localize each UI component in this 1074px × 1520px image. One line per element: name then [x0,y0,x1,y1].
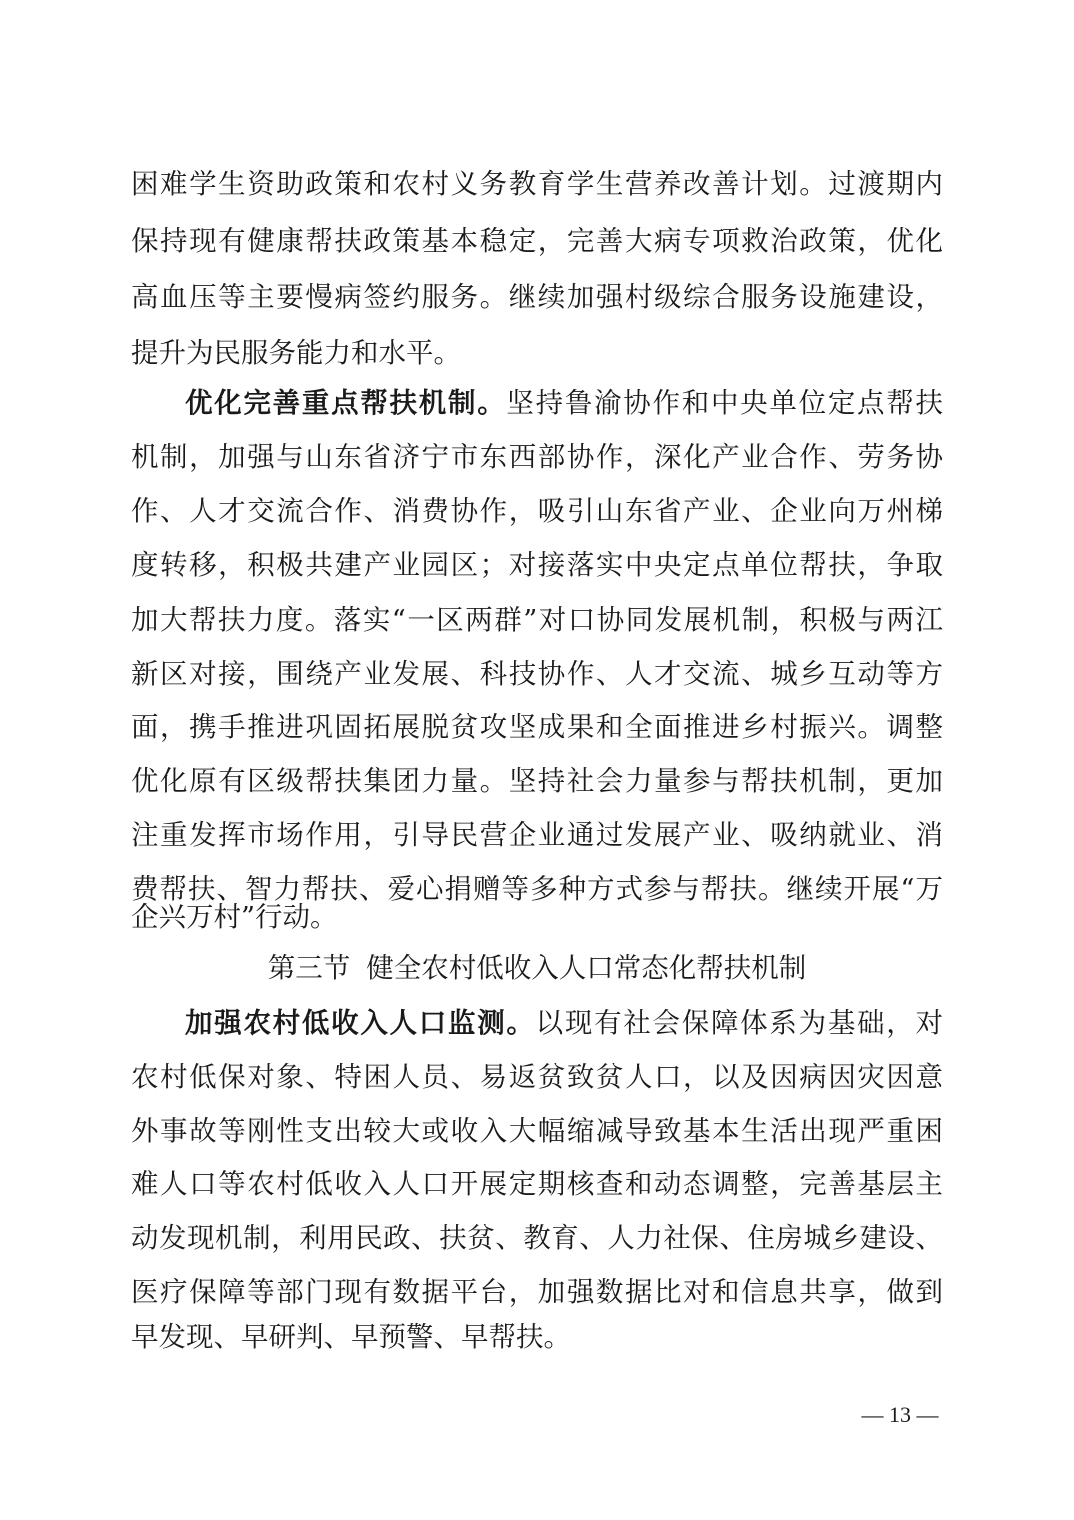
paragraph-2-line-1 [185,383,943,423]
section-title: 健全农村低收入人口常态化帮扶机制 [366,952,807,984]
paragraph-3-line-7: 早发现、早研判、早预警、早帮扶。 [131,1321,571,1353]
paragraph-2-line-6: 新区对接，围绕产业发展、科技协作、人才交流、城乡互动等方 [131,658,943,690]
section-heading [0,948,1074,988]
paragraph-3-line-3: 外事故等刚性支出较大或收入大幅缩减导致基本生活出现严重困 [131,1115,943,1147]
paragraph-2-line-9: 注重发挥市场作用，引导民营企业通过发展产业、吸纳就业、消 [131,819,943,851]
paragraph-2-line-5: 加大帮扶力度。落实“一区两群”对口协同发展机制，积极与两江 [131,604,943,636]
paragraph-3-line-5: 动发现机制，利用民政、扶贫、教育、人力社保、住房城乡建设、 [131,1222,943,1254]
paragraph-1-line-2: 保持现有健康帮扶政策基本稳定，完善大病专项救治政策，优化 [131,225,943,257]
paragraph-3-line-4: 难人口等农村低收入人口开展定期核查和动态调整，完善基层主 [131,1168,943,1200]
paragraph-1-line-3: 高血压等主要慢病签约服务。继续加强村级综合服务设施建设， [131,281,943,313]
paragraph-3-line-6: 医疗保障等部门现有数据平台，加强数据比对和信息共享，做到 [131,1276,943,1308]
section-number: 第三节 [267,952,351,984]
paragraph-2-line-10: 费帮扶、智力帮扶、爱心捐赠等多种方式参与帮扶。继续开展“万 [131,873,943,905]
paragraph-1-line-4: 提升为民服务能力和水平。 [131,337,461,369]
paragraph-2-line-7: 面，携手推进巩固拓展脱贫攻坚成果和全面推进乡村振兴。调整 [131,711,943,743]
paragraph-1-line-1: 困难学生资助政策和农村义务教育学生营养改善计划。过渡期内 [131,168,943,200]
paragraph-2-line-11: 企兴万村”行动。 [131,901,338,933]
paragraph-2-first-line-rest: 坚持鲁渝协作和中央单位定点帮扶 [506,387,944,419]
paragraph-2-bold-lead: 优化完善重点帮扶机制。 [185,387,507,419]
paragraph-3-line-1 [185,1003,943,1043]
paragraph-2-line-4: 度转移，积极共建产业园区；对接落实中央定点单位帮扶，争取 [131,549,943,581]
paragraph-3-line-2: 农村低保对象、特困人员、易返贫致贫人口，以及因病因灾因意 [131,1061,943,1093]
paragraph-3-first-line-rest: 以现有社会保障体系为基础，对 [535,1007,943,1039]
paragraph-2-line-3: 作、人才交流合作、消费协作，吸引山东省产业、企业向万州梯 [131,495,943,527]
paragraph-2-line-2: 机制，加强与山东省济宁市东西部协作，深化产业合作、劳务协 [131,441,943,473]
paragraph-3-bold-lead: 加强农村低收入人口监测。 [185,1007,536,1039]
page-number: — 13 — [861,1402,939,1427]
paragraph-2-line-8: 优化原有区级帮扶集团力量。坚持社会力量参与帮扶机制，更加 [131,765,943,797]
